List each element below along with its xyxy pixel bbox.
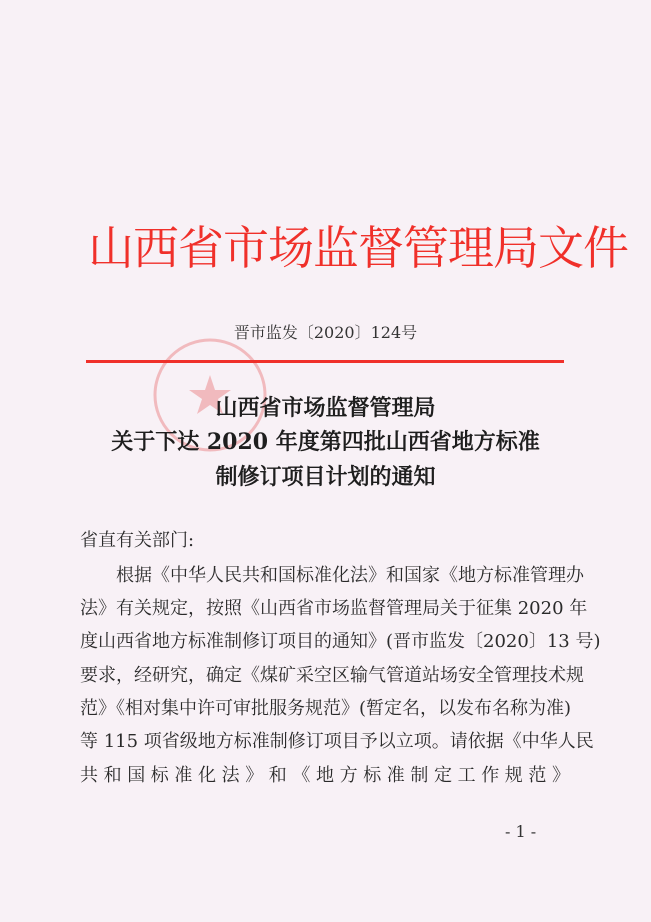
body-line: 范》《相对集中许可审批服务规范》(暂定名，以发布名称为准) (80, 698, 572, 719)
notice-title-line-2: 关于下达 2020 年度第四批山西省地方标准 (111, 429, 540, 455)
body-line: 要求，经研究，确定《煤矿采空区输气管道站场安全管理技术规 (80, 665, 584, 686)
body-line: 共和国标准化法》和《地方标准制定工作规范》 (80, 765, 570, 786)
page-number: - 1 - (505, 822, 537, 841)
body-line: 度山西省地方标准制修订项目的通知》(晋市监发〔2020〕13 号) (80, 631, 601, 652)
notice-title-line-3: 制修订项目计划的通知 (215, 464, 436, 490)
document-number: 晋市监发〔2020〕124号 (233, 323, 418, 342)
issuer-red-header: 山西省市场监督管理局文件 (88, 221, 628, 275)
body-line: 等 115 项省级地方标准制修订项目予以立项。请依据《中华人民 (80, 731, 594, 752)
salutation: 省直有关部门: (80, 530, 195, 551)
body-line: 法》有关规定，按照《山西省市场监督管理局关于征集 2020 年 (80, 598, 588, 619)
notice-title-line-1: 山西省市场监督管理局 (215, 395, 436, 421)
body-line: 根据《中华人民共和国标准化法》和国家《地方标准管理办 (116, 565, 584, 586)
